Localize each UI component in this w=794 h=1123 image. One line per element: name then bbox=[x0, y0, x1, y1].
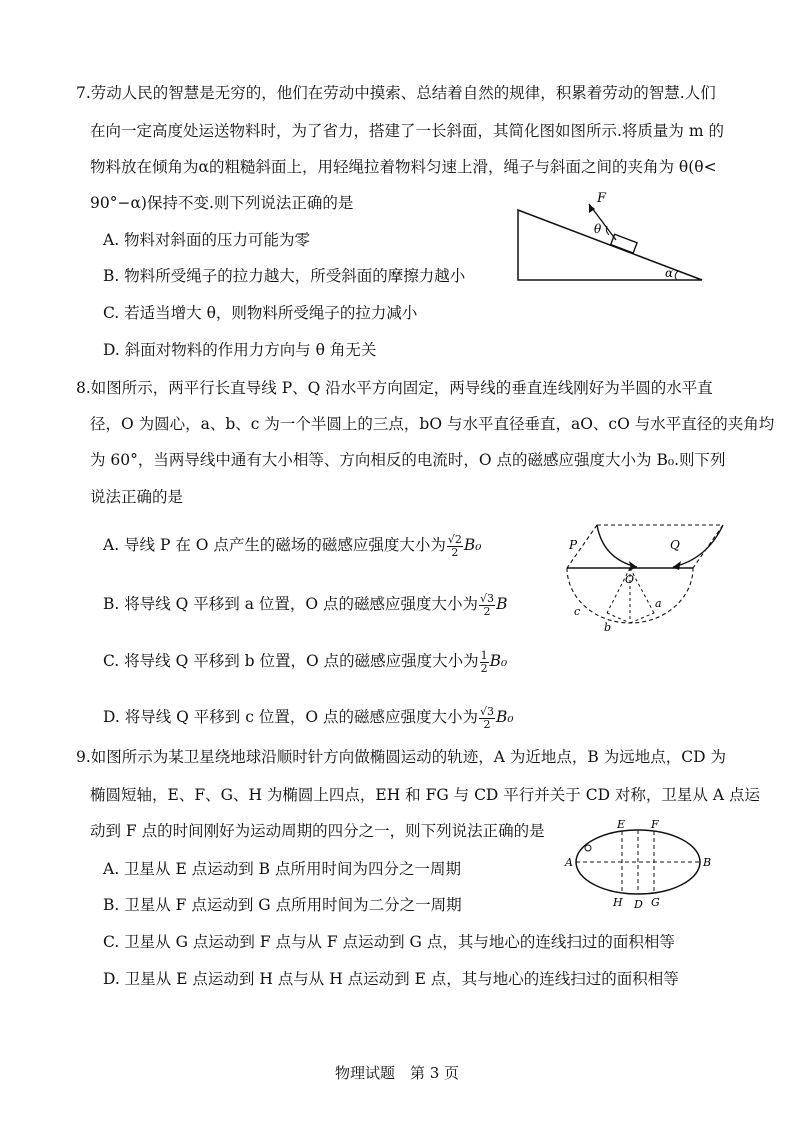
chord-ba bbox=[630, 613, 654, 623]
fraction bbox=[480, 650, 489, 674]
q9-option-d: D. 卫星从 E 点运动到 H 点与从 H 点运动到 E 点，其与地心的连线扫过的面积相等 bbox=[103, 970, 679, 988]
label-a: a bbox=[655, 597, 662, 610]
q8-stem-line-3: 为 60°，当两导线中通有大小相等、方向相反的电流时，O 点的磁感应强度大小为 B₀.则下列 bbox=[90, 451, 726, 469]
q7-option-a: A. 物料对斜面的压力可能为零 bbox=[103, 231, 311, 249]
fraction bbox=[447, 534, 463, 558]
label-alpha: α bbox=[665, 266, 674, 280]
q7-option-c: C. 若适当增大 θ，则物料所受绳子的拉力减小 bbox=[103, 304, 418, 322]
alpha-arc bbox=[675, 271, 678, 280]
q7-option-b: B. 物料所受绳子的拉力越大，所受斜面的摩擦力越小 bbox=[103, 267, 466, 285]
q7-stem-line-4: 90°−α)保持不变.则下列说法正确的是 bbox=[90, 194, 354, 212]
q9-option-c: C. 卫星从 G 点运动到 F 点与从 F 点运动到 G 点，其与地心的连线扫过的面积相等 bbox=[103, 933, 675, 951]
q8-option-a bbox=[103, 534, 482, 558]
q7-stem-line-2: 在向一定高度处运送物料时，为了省力，搭建了一长斜面，其简化图如图所示.将质量为 m 的 bbox=[90, 122, 724, 140]
label-theta: θ bbox=[594, 222, 602, 236]
q9-stem-line-1: 9.如图所示为某卫星绕地球沿顺时针方向做椭圆运动的轨迹，A 为近地点，B 为远地点，CD 为 bbox=[76, 748, 726, 766]
label-e: E bbox=[617, 818, 626, 831]
q9-ellipse-figure bbox=[558, 818, 718, 910]
q8-option-b-symbol: B bbox=[496, 595, 508, 614]
q8-option-a-text: A. 导线 P 在 O 点产生的磁场的磁感应强度大小为 bbox=[103, 536, 446, 555]
q8-option-c-text: C. 将导线 Q 平移到 b 位置，O 点的磁感应强度大小为 bbox=[103, 652, 479, 671]
q9-stem-line-2: 椭圆短轴，E、F、G、H 为椭圆上四点，EH 和 FG 与 CD 平行并关于 CD 对称，卫星从 A 点运 bbox=[90, 786, 760, 804]
q8-option-c bbox=[103, 650, 507, 674]
label-f: F bbox=[651, 818, 659, 831]
label-f: F bbox=[597, 191, 607, 206]
q9-stem-line-3: 动到 F 点的时间刚好为运动周期的四分之一，则下列说法正确的是 bbox=[90, 822, 545, 840]
q8-option-b bbox=[103, 593, 507, 617]
q8-option-d bbox=[103, 706, 514, 730]
q8-option-c-symbol: B₀ bbox=[489, 652, 508, 671]
fraction bbox=[479, 706, 495, 730]
wire-p-arc bbox=[597, 525, 637, 567]
label-o: O bbox=[625, 573, 635, 586]
q7-option-d: D. 斜面对物料的作用力方向与 θ 角无关 bbox=[103, 341, 377, 359]
label-h: H bbox=[613, 896, 623, 909]
cargo-block bbox=[611, 234, 637, 253]
satellite-icon bbox=[585, 845, 591, 851]
q7-incline-figure bbox=[510, 186, 710, 286]
q7-stem-line-3: 物料放在倾角为α的粗糙斜面上，用轻绳拉着物料匀速上滑，绳子与斜面之间的夹角为 θ(θ< bbox=[90, 158, 717, 176]
label-c: c bbox=[574, 605, 581, 618]
q8-stem-line-1: 8.如图所示，两平行长直导线 P、Q 沿水平方向固定，两导线的垂直连线刚好为半圆的水平直 bbox=[76, 379, 713, 397]
q8-stem-line-2: 径，O 为圆心，a、b、c 为一个半圆上的三点，bO 与水平直径垂直，aO、cO 与水平直径的夹角均 bbox=[90, 415, 775, 433]
q8-option-b-text: B. 将导线 Q 平移到 a 位置，O 点的磁感应强度大小为 bbox=[103, 595, 479, 614]
fraction-denominator: 2 bbox=[483, 717, 491, 731]
q8-wires-figure bbox=[555, 515, 735, 635]
fraction bbox=[479, 593, 495, 617]
q8-stem-line-4: 说法正确的是 bbox=[90, 488, 184, 506]
q8-option-d-text: D. 将导线 Q 平移到 c 位置，O 点的磁感应强度大小为 bbox=[103, 708, 478, 727]
label-b: b bbox=[604, 621, 612, 634]
fraction-denominator: 2 bbox=[483, 604, 491, 618]
fraction-denominator: 2 bbox=[480, 661, 488, 675]
q8-option-d-symbol: B₀ bbox=[495, 708, 514, 727]
fraction-numerator: 1 bbox=[480, 649, 488, 662]
label-q: Q bbox=[670, 538, 680, 552]
fraction-numerator: √3 bbox=[480, 592, 495, 605]
label-a: A bbox=[565, 856, 573, 869]
q7-stem-line-1: 7.劳动人民的智慧是无穷的，他们在劳动中摸索、总结着自然的规律，积累着劳动的智慧.人们 bbox=[76, 84, 716, 102]
page-footer: 物理试题 第 3 页 bbox=[334, 1064, 460, 1082]
label-b: B bbox=[703, 856, 712, 869]
label-p: P bbox=[569, 538, 578, 552]
label-d: D bbox=[634, 898, 643, 910]
fraction-numerator: √2 bbox=[447, 533, 462, 546]
q9-option-a: A. 卫星从 E 点运动到 B 点所用时间为四分之一周期 bbox=[103, 860, 461, 878]
fraction-denominator: 2 bbox=[451, 545, 459, 559]
fraction-numerator: √3 bbox=[479, 705, 494, 718]
q8-option-a-symbol: B₀ bbox=[463, 536, 482, 555]
label-g: G bbox=[651, 896, 660, 909]
q9-option-b: B. 卫星从 F 点运动到 G 点所用时间为二分之一周期 bbox=[103, 896, 462, 914]
